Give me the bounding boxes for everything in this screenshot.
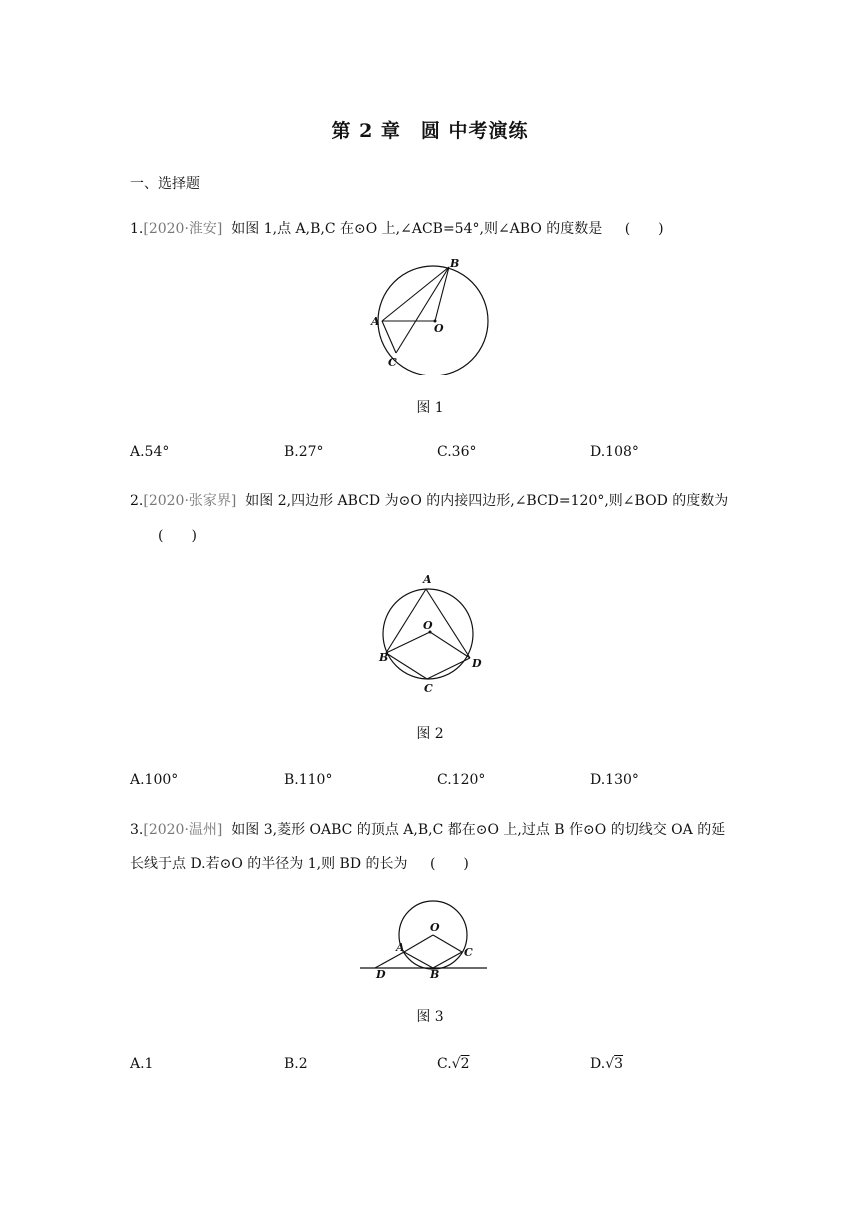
figure-2-label-b: B <box>379 651 389 664</box>
figure-1-label-o: O <box>434 322 444 335</box>
figure-1 <box>360 255 500 375</box>
question-1-option-a[interactable]: A.54° <box>130 444 170 460</box>
sqrt-icon: √ <box>605 1056 615 1072</box>
question-3-line-2 <box>130 854 469 874</box>
question-1-source: [2020·淮安] <box>143 221 223 237</box>
question-1-option-b[interactable]: B.27° <box>284 444 324 460</box>
figure-1-label-b: B <box>450 257 460 270</box>
question-1-number: 1. <box>130 221 144 237</box>
question-2-option-b[interactable]: B.110° <box>284 772 333 788</box>
figure-1-segment-cb <box>396 267 449 353</box>
question-2-text: 如图 2,四边形 ABCD 为⊙O 的内接四边形,∠BCD=120°,则∠BOD 的度数为 <box>245 493 729 509</box>
question-2-number: 2. <box>130 493 144 509</box>
sqrt-icon: √ <box>451 1056 461 1072</box>
question-2-option-c[interactable]: C.120° <box>437 772 486 788</box>
figure-2-label-c: C <box>424 682 433 695</box>
question-3-answer-blank: ( ) <box>429 856 469 872</box>
question-1-option-c[interactable]: C.36° <box>437 444 477 460</box>
figure-3-caption: 图 3 <box>416 1009 444 1025</box>
question-2 <box>130 491 728 511</box>
figure-1-label-a: A <box>371 315 380 328</box>
figure-2 <box>370 570 490 695</box>
figure-2-circle <box>383 589 473 679</box>
question-3-option-d[interactable] <box>590 1056 623 1072</box>
question-1-option-d[interactable]: D.108° <box>590 444 639 460</box>
figure-3-label-o: O <box>430 921 440 934</box>
figure-3-segment-oc <box>433 935 462 952</box>
question-1 <box>130 219 664 239</box>
figure-2-segment-bc <box>386 653 427 679</box>
section-heading: 一、选择题 <box>130 176 200 192</box>
question-3-text-line-2: 长线于点 D.若⊙O 的半径为 1,则 BD 的长为 <box>130 856 408 872</box>
question-3-option-a[interactable]: A.1 <box>130 1056 154 1072</box>
figure-1-segment-ob <box>435 267 449 321</box>
question-1-answer-blank: ( ) <box>624 221 664 237</box>
figure-1-segment-ac <box>382 321 396 353</box>
question-3-option-c-letter: C. <box>437 1056 452 1072</box>
figure-2-label-a: A <box>423 573 432 586</box>
figure-3 <box>360 898 495 980</box>
question-3-text-line-1: 如图 3,菱形 OABC 的顶点 A,B,C 都在⊙O 上,过点 B 作⊙O 的切线交 OA 的延 <box>231 822 726 838</box>
question-3-line-1 <box>130 820 725 840</box>
question-3-source: [2020·温州] <box>143 822 223 838</box>
figure-3-segment-oa <box>404 935 433 952</box>
question-3-option-b[interactable]: B.2 <box>284 1056 308 1072</box>
figure-3-label-d: D <box>376 968 386 980</box>
figure-3-label-a: A <box>396 941 405 954</box>
question-2-option-d[interactable]: D.130° <box>590 772 639 788</box>
question-3-number: 3. <box>130 822 144 838</box>
figure-3-segment-ad <box>375 952 404 968</box>
question-3-option-c-radicand: 2 <box>460 1056 470 1072</box>
question-3-option-c[interactable] <box>437 1056 470 1072</box>
question-3-option-d-radicand: 3 <box>614 1056 624 1072</box>
figure-1-caption: 图 1 <box>416 400 444 416</box>
figure-2-caption: 图 2 <box>416 726 444 742</box>
question-3-option-d-letter: D. <box>590 1056 606 1072</box>
question-1-text: 如图 1,点 A,B,C 在⊙O 上,∠ACB=54°,则∠ABO 的度数是 <box>231 221 603 237</box>
question-2-answer-blank: ( ) <box>158 528 197 544</box>
figure-3-label-b: B <box>430 968 440 980</box>
figure-1-label-c: C <box>388 356 397 369</box>
question-2-option-a[interactable]: A.100° <box>130 772 179 788</box>
figure-2-label-d: D <box>472 657 482 670</box>
question-2-source: [2020·张家界] <box>143 493 237 509</box>
figure-2-segment-cd <box>427 658 470 679</box>
figure-3-label-c: C <box>464 946 473 959</box>
page-title: 第 2 章 圆 中考演练 <box>331 120 529 142</box>
figure-2-segment-od <box>430 632 470 658</box>
figure-2-label-o: O <box>423 619 433 632</box>
figure-1-segment-ab <box>382 267 449 321</box>
figure-2-segment-ad <box>426 589 470 658</box>
